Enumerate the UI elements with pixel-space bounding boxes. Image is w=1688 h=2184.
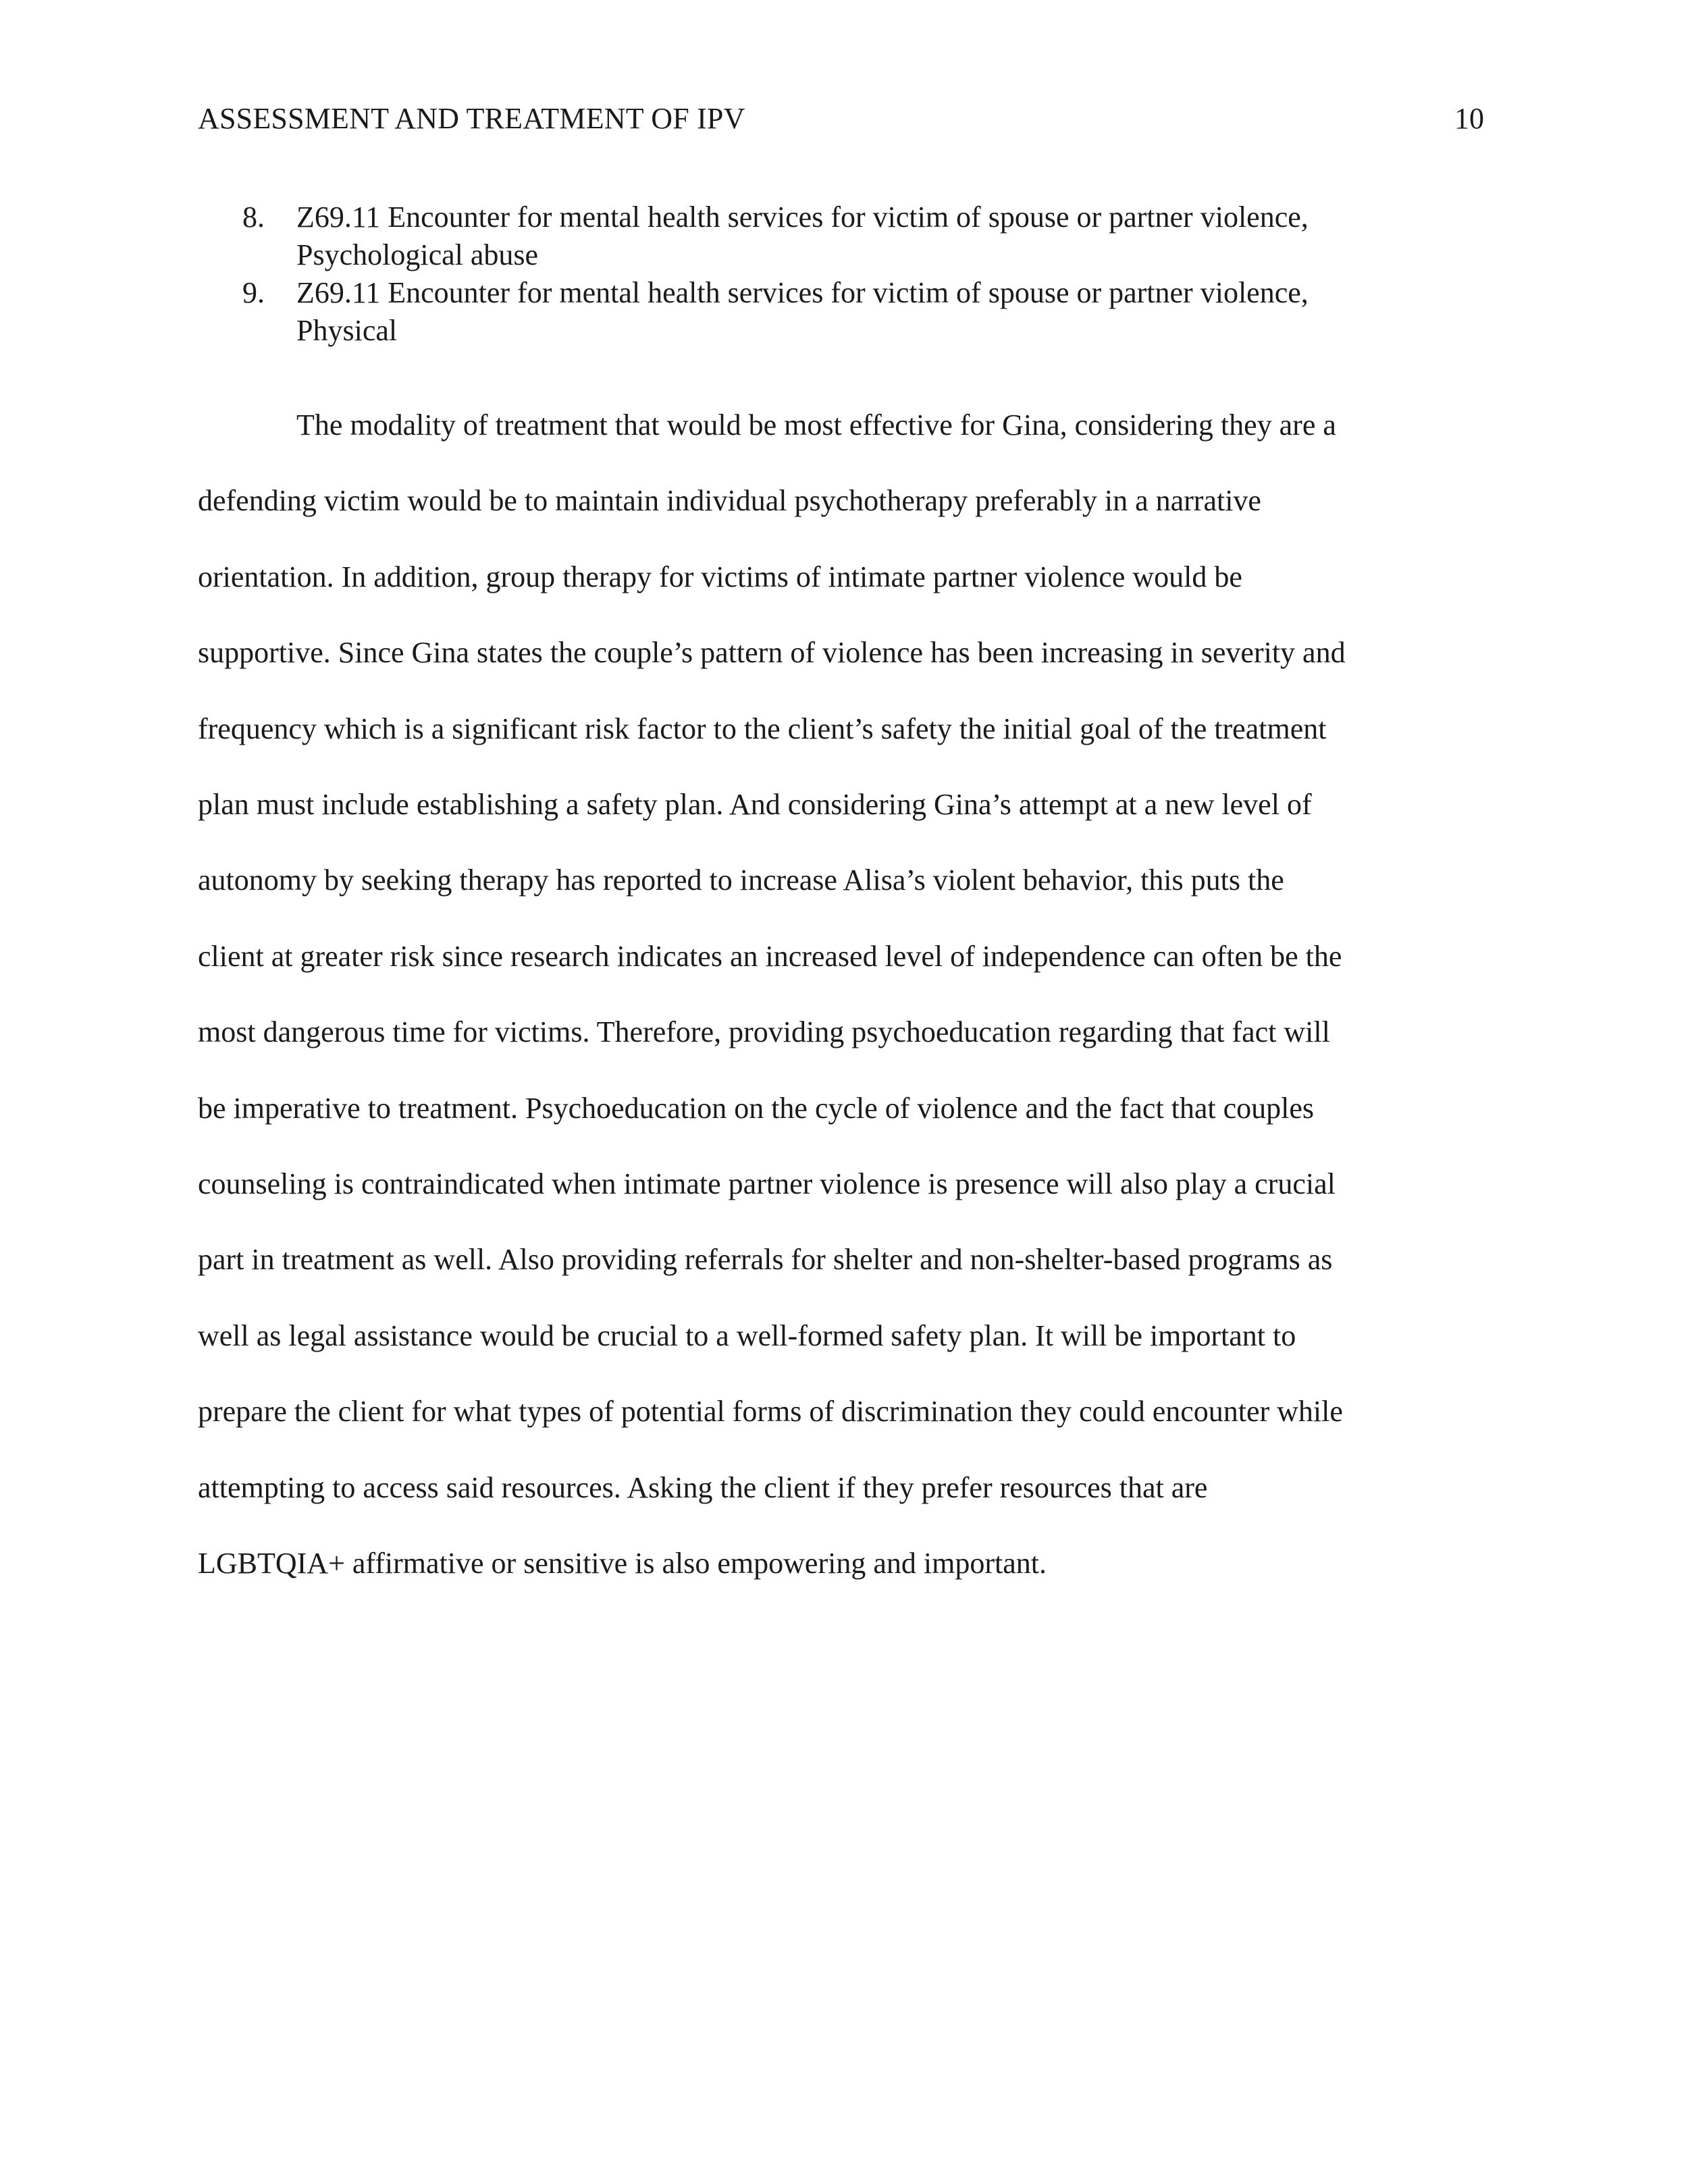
paragraph-line: prepare the client for what types of potential forms of discrimination they could encounter while [198, 1395, 1343, 1429]
list-item-text-continued: Physical [296, 314, 398, 347]
list-item-text-continued: Psychological abuse [296, 238, 539, 271]
list-item-number: 9. [242, 276, 265, 309]
paragraph-line: client at greater risk since research indicates an increased level of independence can often be the [198, 939, 1342, 973]
list-item-text: Z69.11 Encounter for mental health services for victim of spouse or partner violence, [296, 276, 1309, 309]
paragraph-line: frequency which is a significant risk factor to the client’s safety the initial goal of the treatment [198, 712, 1327, 745]
paragraph-line: counseling is contraindicated when intimate partner violence is presence will also play a crucial [198, 1167, 1336, 1201]
list-item-text: Z69.11 Encounter for mental health services for victim of spouse or partner violence, [296, 201, 1309, 234]
paragraph-line: well as legal assistance would be crucial to a well-formed safety plan. It will be important to [198, 1319, 1296, 1352]
paragraph-line: LGBTQIA+ affirmative or sensitive is also empowering and important. [198, 1547, 1047, 1580]
paragraph-line: defending victim would be to maintain individual psychotherapy preferably in a narrative [198, 484, 1261, 518]
paragraph-line: The modality of treatment that would be most effective for Gina, considering they are a [296, 408, 1336, 442]
paragraph-line: most dangerous time for victims. Therefore, providing psychoeducation regarding that fact will [198, 1015, 1330, 1049]
list-item [198, 198, 1487, 274]
running-head: ASSESSMENT AND TREATMENT OF IPV [198, 102, 745, 135]
paragraph-line: attempting to access said resources. Asking the client if they prefer resources that are [198, 1470, 1208, 1504]
diagnosis-code-list [198, 198, 1487, 350]
paragraph-line: be imperative to treatment. Psychoeducation on the cycle of violence and the fact that couples [198, 1091, 1315, 1125]
paragraph-line: autonomy by seeking therapy has reported to increase Alisa’s violent behavior, this puts the [198, 863, 1284, 897]
list-item-number: 8. [242, 201, 265, 234]
paragraph-line: orientation. In addition, group therapy for victims of intimate partner violence would be [198, 560, 1242, 593]
page-number: 10 [1454, 102, 1484, 135]
paragraph-line: plan must include establishing a safety plan. And considering Gina’s attempt at a new level of [198, 788, 1312, 822]
paragraph-line: supportive. Since Gina states the couple’s pattern of violence has been increasing in severity and [198, 636, 1346, 670]
paragraph-line: part in treatment as well. Also providing referrals for shelter and non-shelter-based programs as [198, 1243, 1333, 1277]
list-item [198, 274, 1487, 350]
treatment-paragraph [198, 388, 1494, 1602]
